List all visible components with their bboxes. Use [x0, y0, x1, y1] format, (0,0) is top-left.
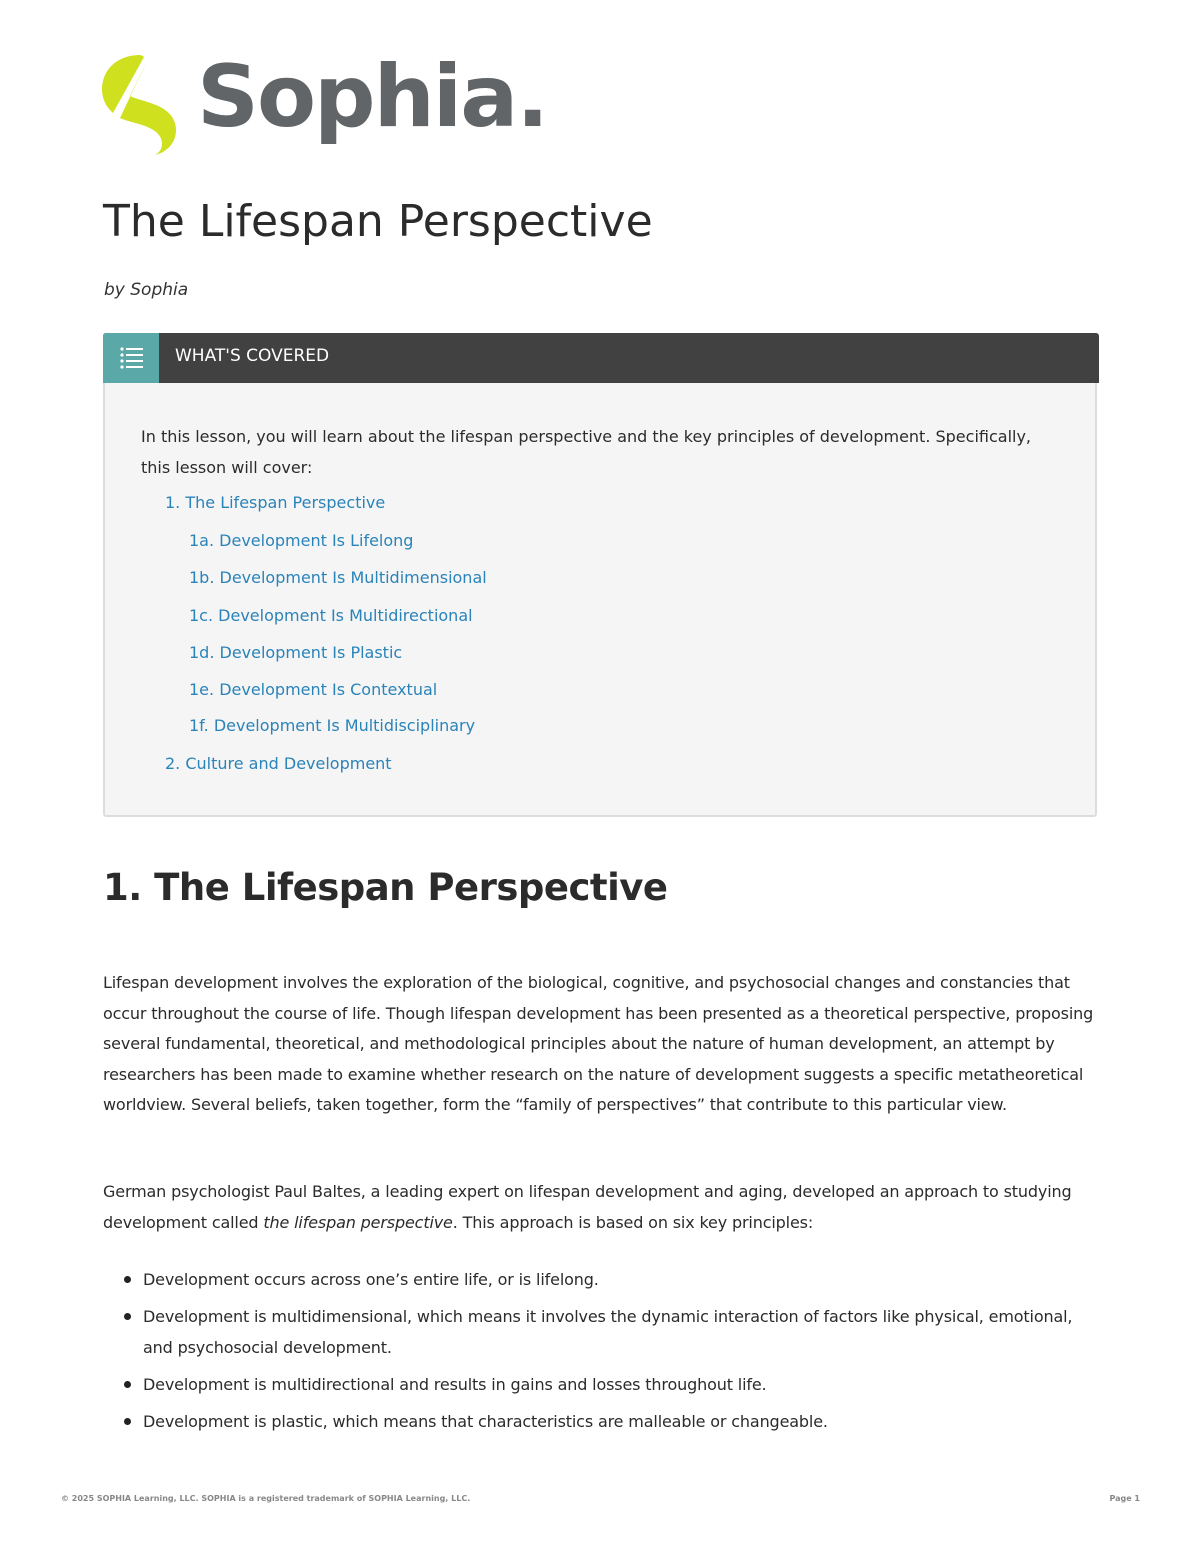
list-item-text: Development is multidimensional, which means it involves the dynamic interaction of factors like physical, emotional, and psychosocial development. — [143, 1307, 1073, 1357]
toc-link-1c[interactable]: 1c. Development Is Multidirectional — [189, 606, 473, 625]
toc-link-1d[interactable]: 1d. Development Is Plastic — [189, 643, 403, 662]
byline: by Sophia — [104, 280, 189, 300]
paragraph-baltes-text-end: . This approach is based on six key principles: — [452, 1212, 814, 1232]
list-item — [103, 1301, 1103, 1363]
document-title: The Lifespan Perspective — [103, 196, 653, 247]
sophia-wordmark: Sophia. — [197, 47, 547, 147]
paragraph-lifespan-development: Lifespan development involves the exploration of the biological, cognitive, and psychosocial changes and constancies that occur throughout the course of life. Though lifespan development has been presented as a theoretical perspective, proposing several fundamental, theoretical, and methodological principles about the nature of human development, an attempt by researchers has been made to examine whether research on the nature of development suggests a specific metatheoretical worldview. Several beliefs, taken together, form the “family of perspectives” that contribute to this particular view. — [103, 973, 1094, 1114]
list-item-text: Development occurs across one’s entire life, or is lifelong. — [143, 1270, 599, 1289]
toc-link-1[interactable]: 1. The Lifespan Perspective — [165, 493, 386, 512]
principles-list — [103, 1264, 1103, 1443]
list-item — [103, 1264, 1103, 1295]
list-item-text: Development is multidirectional and results in gains and losses throughout life. — [143, 1375, 767, 1394]
toc-link-2[interactable]: 2. Culture and Development — [165, 754, 392, 773]
toc-link-1a[interactable]: 1a. Development Is Lifelong — [189, 531, 414, 550]
whats-covered-header — [103, 333, 1099, 383]
list-item — [103, 1406, 1103, 1437]
section-heading: 1. The Lifespan Perspective — [103, 866, 668, 909]
whats-covered-title: WHAT'S COVERED — [175, 346, 330, 366]
list-item — [103, 1369, 1103, 1400]
toc-link-1f[interactable]: 1f. Development Is Multidisciplinary — [189, 716, 476, 735]
list-item-text: Development is plastic, which means that characteristics are malleable or changeable. — [143, 1412, 828, 1431]
sophia-logo — [100, 47, 547, 162]
bullet-icon — [124, 1418, 131, 1425]
toc-link-1b[interactable]: 1b. Development Is Multidimensional — [189, 568, 487, 587]
sophia-mark-icon — [100, 52, 178, 156]
bullet-icon — [124, 1313, 131, 1320]
paragraph-baltes-text-start: German psychologist Paul Baltes, a leading expert on lifespan development and aging, developed an approach to studying development called — [103, 1182, 1072, 1232]
toc-link-1e[interactable]: 1e. Development Is Contextual — [189, 680, 438, 699]
whats-covered-box — [103, 333, 1097, 817]
footer-page-number: Page 1 — [1109, 1494, 1140, 1503]
whats-covered-intro: In this lesson, you will learn about the lifespan perspective and the key principles of development. Specifically, this lesson will cover: — [141, 427, 1032, 477]
paragraph-baltes — [103, 1177, 1103, 1238]
bullet-icon — [124, 1276, 131, 1283]
footer-copyright: © 2025 SOPHIA Learning, LLC. SOPHIA is a registered trademark of SOPHIA Learning, LLC. — [61, 1494, 471, 1503]
paragraph-baltes-emphasis: the lifespan perspective — [263, 1212, 453, 1232]
list-icon — [103, 333, 159, 383]
bullet-icon — [124, 1381, 131, 1388]
